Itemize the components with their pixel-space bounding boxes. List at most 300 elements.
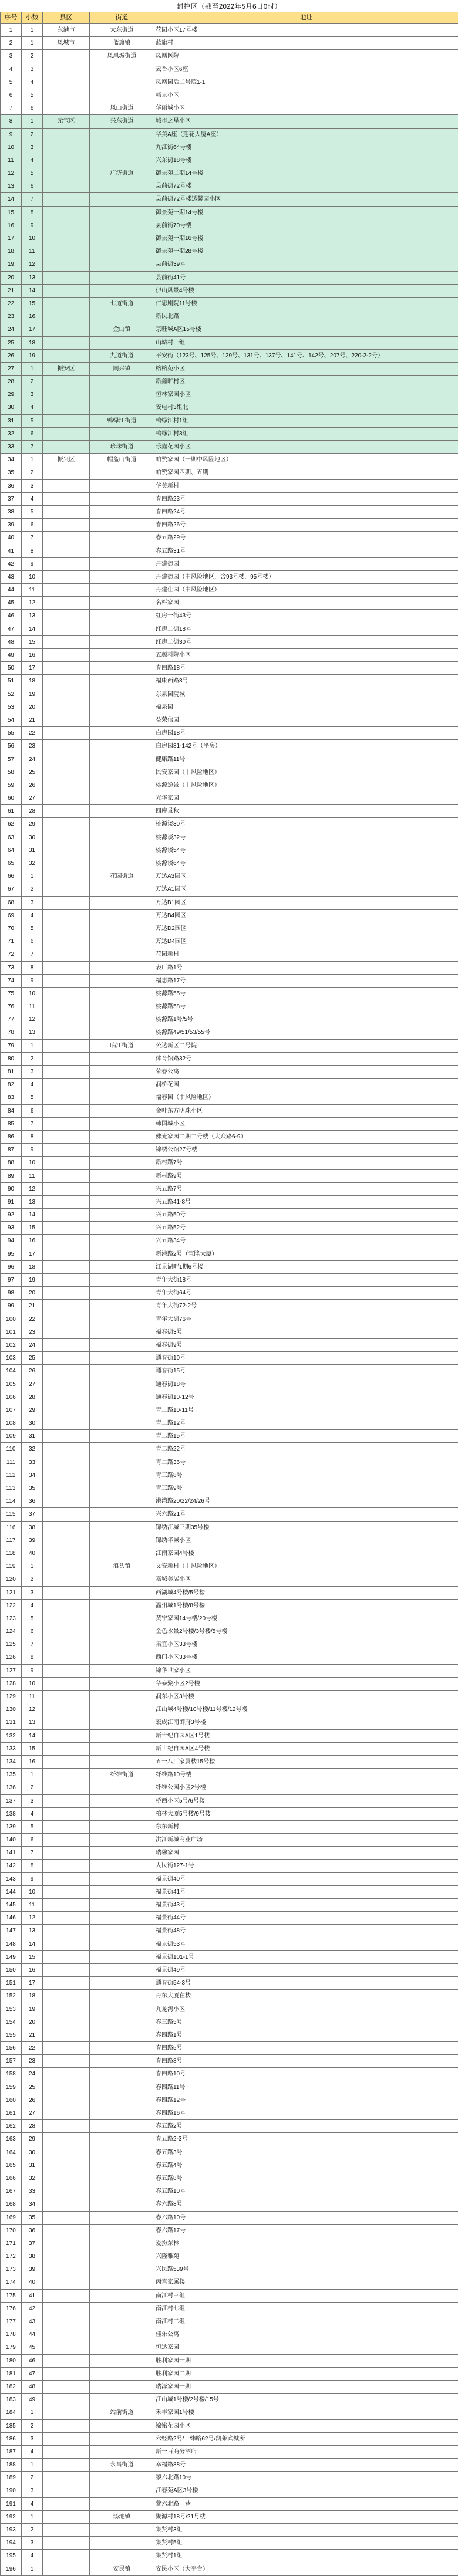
cell-seq: 91 [1,1195,22,1208]
cell-district [43,2315,90,2328]
cell-street [90,2315,154,2328]
cell-sub: 4 [22,401,43,414]
cell-street [90,649,154,662]
cell-sub: 29 [22,2133,43,2146]
cell-sub: 5 [22,89,43,102]
cell-addr: 春六路17号 [154,2224,458,2237]
cell-district [43,2419,90,2432]
cell-sub: 13 [22,271,43,284]
cell-district [43,935,90,948]
cell-seq: 50 [1,662,22,675]
table-row [1,623,458,635]
table-row [1,1117,458,1130]
cell-sub: 39 [22,1534,43,1547]
cell-district [43,1912,90,1925]
table-row [1,649,458,662]
table-row [1,388,458,401]
cell-district [43,1834,90,1847]
cell-seq: 103 [1,1352,22,1365]
cell-street [90,1755,154,1768]
cell-street [90,1157,154,1169]
cell-addr: 丹建德园 [154,557,458,570]
table-row [1,1300,458,1313]
cell-district [43,2042,90,2055]
cell-district [43,2497,90,2510]
cell-seq: 142 [1,1860,22,1872]
table-row [1,1287,458,1300]
cell-district [43,1052,90,1065]
cell-sub: 12 [22,1703,43,1716]
cell-addr: 黄宁家园14号楼/20号楼 [154,1612,458,1625]
cell-district [43,831,90,844]
cell-seq: 115 [1,1508,22,1521]
table-row [1,245,458,258]
cell-street [90,2016,154,2029]
cell-seq: 109 [1,1430,22,1443]
cell-sub: 12 [22,1912,43,1925]
cell-street [90,1508,154,1521]
table-row [1,1769,458,1781]
table-row [1,1495,458,1508]
cell-seq: 80 [1,1052,22,1065]
cell-sub: 3 [22,2537,43,2550]
cell-seq: 32 [1,427,22,440]
cell-seq: 143 [1,1872,22,1885]
cell-addr: 嘉城美居小区 [154,1573,458,1586]
cell-addr: 洪江新城商业广场 [154,1834,458,1847]
cell-sub: 19 [22,2003,43,2016]
cell-street [90,1625,154,1638]
cell-sub: 31 [22,1430,43,1443]
cell-seq: 61 [1,805,22,818]
cell-street [90,701,154,714]
table-row [1,519,458,532]
cell-addr: 春四路12号 [154,2094,458,2107]
cell-district [43,1807,90,1820]
cell-district [43,1026,90,1039]
cell-seq: 150 [1,1963,22,1976]
cell-addr: 春五路29号 [154,532,458,545]
cell-seq: 90 [1,1182,22,1195]
cell-street [90,1716,154,1729]
cell-street [90,1651,154,1664]
cell-street: 花园街道 [90,870,154,883]
cell-seq: 97 [1,1274,22,1287]
cell-sub: 1 [22,2406,43,2419]
cell-addr: 瑞泽家园一期 [154,2380,458,2393]
cell-district [43,1547,90,1560]
cell-seq: 125 [1,1638,22,1651]
cell-sub: 18 [22,1990,43,2003]
cell-sub: 3 [22,1794,43,1807]
cell-street [90,2445,154,2458]
cell-sub: 1 [22,37,43,50]
table-row [1,714,458,726]
cell-seq: 64 [1,844,22,857]
table-row [1,557,458,570]
cell-sub: 26 [22,1365,43,1378]
cell-sub: 24 [22,2068,43,2081]
cell-district [43,1651,90,1664]
cell-addr: 仁忠剧院11号楼 [154,297,458,310]
cell-street [90,1195,154,1208]
table-row [1,1560,458,1573]
table-row [1,2328,458,2341]
table-row [1,1338,458,1351]
table-row [1,1248,458,1260]
table-row [1,1026,458,1039]
cell-district [43,688,90,701]
cell-addr: 青年大街18号 [154,1274,458,1287]
cell-street [90,1352,154,1365]
cell-district [43,2107,90,2120]
cell-street [90,1469,154,1482]
cell-sub: 37 [22,2237,43,2250]
cell-sub: 2 [22,128,43,141]
cell-addr: 万达B4园区 [154,909,458,922]
table-row [1,1925,458,1938]
cell-district [43,2341,90,2354]
table-row [1,688,458,701]
cell-district [43,232,90,245]
table-row [1,2250,458,2263]
table-row [1,1079,458,1091]
cell-addr: 禾丰家园1号楼 [154,2406,458,2419]
cell-seq: 134 [1,1755,22,1768]
cell-street [90,505,154,518]
cell-addr: 东泉园院城 [154,688,458,701]
cell-sub: 22 [22,727,43,740]
table-row [1,1691,458,1703]
cell-district [43,792,90,805]
cell-district [43,1885,90,1898]
cell-seq: 130 [1,1703,22,1716]
cell-street [90,2250,154,2263]
cell-addr: 通春街18号 [154,1378,458,1391]
cell-seq: 46 [1,610,22,623]
cell-seq: 88 [1,1157,22,1169]
cell-seq: 189 [1,2472,22,2484]
cell-district [43,2524,90,2537]
cell-district [43,1508,90,1521]
cell-seq: 67 [1,883,22,896]
cell-addr: 桃源谈30号 [154,818,458,831]
table-row [1,2459,458,2472]
table-row [1,2237,458,2250]
cell-street: 浪头镇 [90,1560,154,1573]
cell-addr: 春五路8号 [154,2172,458,2185]
cell-street [90,1260,154,1273]
cell-sub: 16 [22,1235,43,1248]
cell-seq: 24 [1,323,22,336]
cell-addr: 帕赞家园（一期中风险地区） [154,454,458,466]
cell-seq: 78 [1,1026,22,1039]
cell-district [43,297,90,310]
cell-sub: 12 [22,1182,43,1195]
cell-district [43,597,90,610]
cell-street [90,2537,154,2550]
cell-seq: 148 [1,1938,22,1950]
cell-addr: 宗旺城A区15号楼 [154,323,458,336]
cell-sub: 11 [22,1000,43,1013]
table-row [1,1000,458,1013]
cell-street [90,532,154,545]
cell-district [43,1755,90,1768]
cell-street [90,1820,154,1833]
cell-street: 广济街道 [90,167,154,180]
table-row [1,1990,458,2003]
header-addr: 地址 [154,12,458,24]
cell-street [90,662,154,675]
cell-sub: 28 [22,1391,43,1404]
table-row [1,362,458,375]
cell-street: 同兴镇 [90,362,154,375]
cell-district [43,154,90,167]
cell-street [90,2237,154,2250]
cell-street [90,2341,154,2354]
cell-district [43,922,90,935]
cell-seq: 118 [1,1547,22,1560]
cell-district [43,1130,90,1143]
table-row [1,349,458,362]
cell-street [90,1977,154,1990]
cell-sub: 3 [22,63,43,76]
table-row [1,89,458,102]
cell-seq: 75 [1,987,22,1000]
cell-district [43,635,90,648]
cell-district [43,2484,90,2497]
cell-seq: 136 [1,1781,22,1794]
cell-seq: 154 [1,2016,22,2029]
cell-street [90,193,154,206]
cell-district [43,1977,90,1990]
cell-addr: 凤凰医院 [154,50,458,63]
table-row [1,2537,458,2550]
cell-seq: 59 [1,779,22,792]
cell-street [90,2380,154,2393]
cell-addr: 帕赞家园四期、五期 [154,466,458,479]
table-row [1,427,458,440]
cell-street [90,2146,154,2159]
cell-addr: 青年大街64号 [154,1287,458,1300]
cell-seq: 195 [1,2550,22,2563]
cell-sub: 30 [22,831,43,844]
table-row [1,50,458,63]
cell-street [90,831,154,844]
header-district: 县区 [43,12,90,24]
cell-addr: 红房二街30号 [154,635,458,648]
cell-seq: 177 [1,2315,22,2328]
cell-district [43,1287,90,1300]
cell-addr: 西湖城4号楼/5号楼 [154,1586,458,1599]
cell-sub: 5 [22,1091,43,1104]
cell-seq: 153 [1,2003,22,2016]
cell-sub: 8 [22,961,43,974]
table-row [1,662,458,675]
cell-district [43,1521,90,1534]
cell-street [90,570,154,583]
cell-addr: 兴五路41-8号 [154,1195,458,1208]
cell-addr: 城市之星小区 [154,115,458,128]
table-row [1,1052,458,1065]
cell-district [43,141,90,154]
cell-seq: 63 [1,831,22,844]
table-row [1,2289,458,2302]
cell-addr: 春四路5号 [154,2042,458,2055]
cell-seq: 181 [1,2367,22,2380]
cell-street [90,1313,154,1326]
cell-street [90,2120,154,2133]
cell-seq: 43 [1,570,22,583]
table-row [1,479,458,492]
table-row [1,974,458,987]
cell-district [43,2224,90,2237]
cell-street [90,63,154,76]
table-row [1,310,458,323]
cell-district [43,2211,90,2224]
cell-addr: 兴六路21号 [154,1508,458,1521]
cell-street [90,935,154,948]
cell-street [90,1482,154,1495]
cell-district: 元宝区 [43,115,90,128]
cell-addr: 丹建佳园（中风险地区） [154,584,458,597]
cell-seq: 41 [1,545,22,557]
cell-district [43,584,90,597]
cell-sub: 47 [22,2367,43,2380]
cell-street [90,1079,154,1091]
table-row [1,2003,458,2016]
cell-district [43,1664,90,1677]
cell-addr: 江景湖畔1期6号楼 [154,1260,458,1273]
cell-addr: 畅景小区 [154,89,458,102]
cell-district [43,779,90,792]
cell-sub: 34 [22,2198,43,2211]
cell-addr: 通春街15号 [154,1365,458,1378]
cell-addr: 福景街41号 [154,1885,458,1898]
cell-sub: 40 [22,1547,43,1560]
cell-sub: 14 [22,1209,43,1222]
cell-district [43,1703,90,1716]
cell-addr: 福景街44号 [154,1912,458,1925]
cell-district [43,570,90,583]
cell-district [43,974,90,987]
table-row [1,857,458,870]
cell-addr: 春六路8号 [154,2198,458,2211]
cell-seq: 166 [1,2172,22,2185]
cell-street [90,2472,154,2484]
cell-seq: 179 [1,2341,22,2354]
cell-sub: 32 [22,1443,43,1456]
cell-street [90,1130,154,1143]
cell-seq: 100 [1,1313,22,1326]
cell-seq: 119 [1,1560,22,1573]
cell-addr: 丹东大厦在楼 [154,1990,458,2003]
cell-seq: 192 [1,2510,22,2523]
cell-street [90,818,154,831]
cell-addr: 恒达家园 [154,2341,458,2354]
cell-sub: 12 [22,1013,43,1026]
cell-district [43,1195,90,1208]
cell-district [43,1300,90,1313]
cell-district [43,1456,90,1469]
cell-district [43,675,90,688]
table-row [1,1599,458,1612]
cell-seq: 149 [1,1950,22,1963]
table-row [1,2081,458,2094]
cell-street [90,1612,154,1625]
table-row [1,297,458,310]
cell-seq: 26 [1,349,22,362]
cell-district [43,1899,90,1912]
cell-district [43,1990,90,2003]
cell-sub: 22 [22,2042,43,2055]
cell-street [90,1963,154,1976]
cell-sub: 8 [22,545,43,557]
cell-district [43,623,90,635]
cell-sub: 3 [22,1066,43,1079]
cell-sub: 16 [22,310,43,323]
cell-sub: 4 [22,1807,43,1820]
cell-seq: 137 [1,1794,22,1807]
cell-district [43,532,90,545]
cell-district [43,349,90,362]
cell-sub: 42 [22,2302,43,2315]
cell-street [90,1274,154,1287]
cell-sub: 23 [22,740,43,753]
cell-addr: 桃源路58号 [154,1000,458,1013]
cell-seq: 79 [1,1039,22,1052]
cell-sub: 29 [22,1404,43,1417]
cell-sub: 6 [22,935,43,948]
cell-sub: 16 [22,1963,43,1976]
cell-street [90,1026,154,1039]
cell-seq: 47 [1,623,22,635]
cell-street [90,2159,154,2172]
cell-district [43,1274,90,1287]
cell-district [43,2029,90,2041]
cell-district [43,2354,90,2367]
table-row [1,401,458,414]
table-row [1,1729,458,1742]
cell-sub: 39 [22,2263,43,2276]
cell-addr: 福康西路3号 [154,675,458,688]
cell-addr: 安电村3组北 [154,401,458,414]
cell-sub: 6 [22,1104,43,1117]
cell-street [90,584,154,597]
table-row [1,1091,458,1104]
cell-sub: 15 [22,1950,43,1963]
cell-addr: 体育馆路32号 [154,1052,458,1065]
cell-seq: 147 [1,1925,22,1938]
cell-street [90,2419,154,2432]
table-row [1,1260,458,1273]
table-row [1,1404,458,1417]
table-row [1,271,458,284]
table-row [1,2016,458,2029]
cell-addr: 凤凰园后二号院1-1 [154,76,458,89]
cell-seq: 5 [1,76,22,89]
table-row [1,76,458,89]
cell-addr: 南江村三组 [154,2289,458,2302]
table-row [1,102,458,115]
cell-addr: 春四路1号 [154,2029,458,2041]
table-row [1,2055,458,2068]
cell-addr: 白房园81-142号（平房） [154,740,458,753]
cell-district [43,2459,90,2472]
cell-street [90,1391,154,1404]
cell-district [43,2237,90,2250]
cell-addr: 花园小区17号楼 [154,24,458,37]
